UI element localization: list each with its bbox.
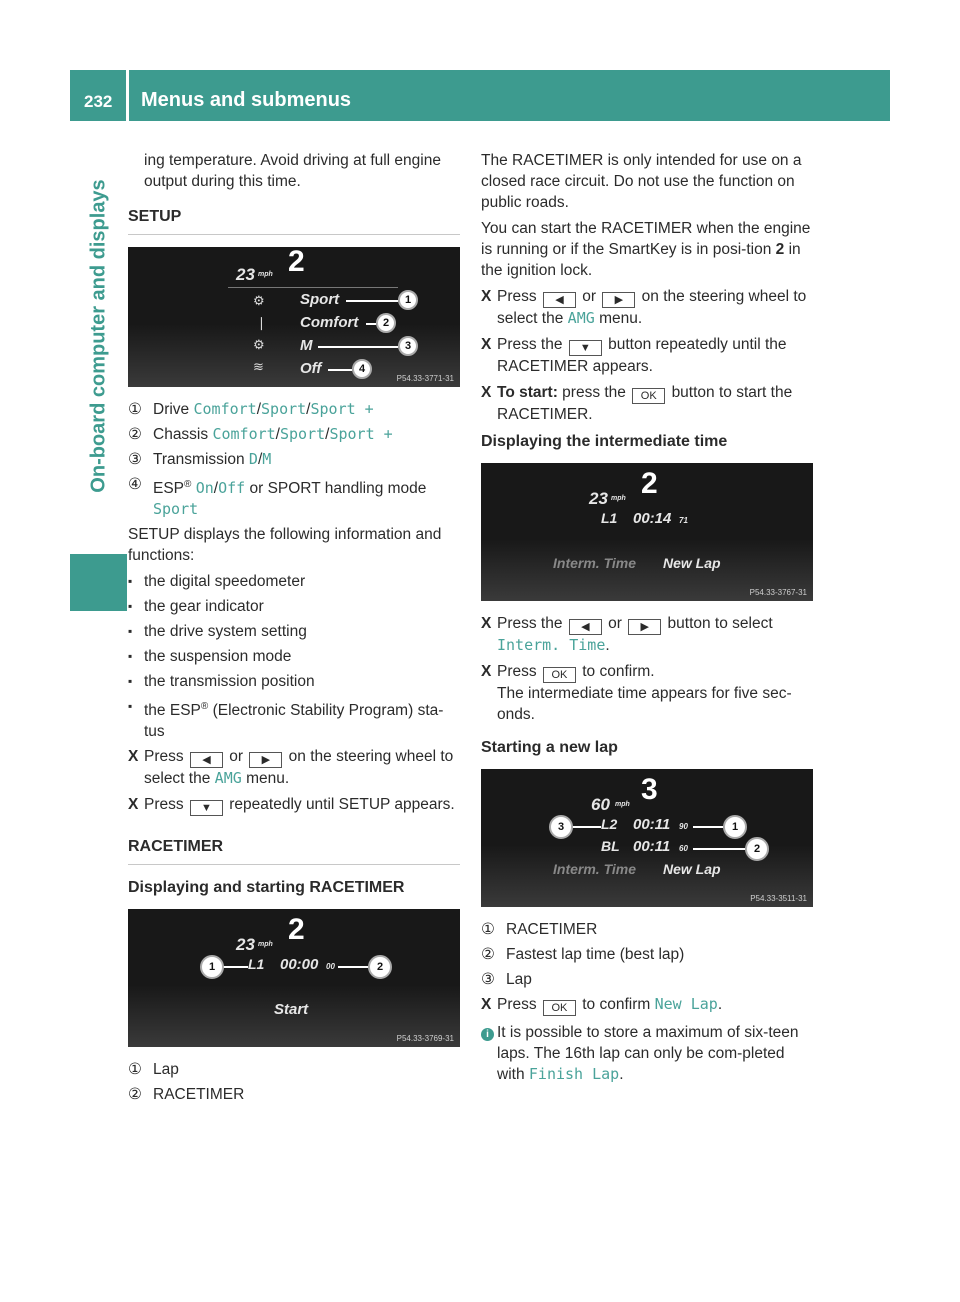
- sport-mode-icon: ⚙: [253, 293, 265, 308]
- action-step: [128, 794, 460, 816]
- nl-time-small: 90: [679, 822, 688, 831]
- option-d: D: [248, 450, 258, 468]
- slash: /: [256, 401, 262, 418]
- it-gear: 2: [641, 467, 658, 500]
- nl-unit: mph: [615, 801, 630, 808]
- item-label: Lap: [506, 971, 532, 988]
- action-step: [481, 286, 813, 329]
- action-text: [497, 382, 813, 425]
- chapter-label-box: [70, 121, 127, 551]
- racetimer-start-condition: [481, 218, 813, 281]
- item-label: Fastest lap time (best lap): [506, 946, 685, 963]
- legend-item: [481, 944, 813, 965]
- slash: /: [325, 426, 330, 443]
- bullet-icon: ▪: [128, 649, 133, 664]
- text: You can start the RACETIMER when the engine is running or if the SmartKey is in posi-tion: [481, 220, 811, 258]
- callout-line-2: [693, 848, 745, 850]
- action-arrow-icon: X: [128, 748, 139, 766]
- callout-1: 1: [398, 290, 418, 310]
- item-label: ESP: [153, 480, 185, 498]
- action-text: [144, 746, 460, 789]
- item-number: ②: [128, 1086, 142, 1104]
- item-text: [153, 474, 426, 520]
- bullet-item-esp: [128, 696, 460, 742]
- text: repeatedly until SETUP appears.: [229, 796, 455, 814]
- it-unit: mph: [611, 495, 626, 502]
- bullet-text: the gear indicator: [144, 598, 264, 616]
- text: button to select: [667, 615, 773, 632]
- action-arrow-icon: X: [481, 615, 492, 632]
- slash: /: [275, 426, 280, 443]
- setup-description: SETUP displays the following information and functions:: [128, 526, 442, 565]
- action-text: [497, 613, 773, 656]
- bullet-text: the transmission position: [144, 673, 315, 691]
- setup-divider-line: [228, 287, 398, 288]
- interm-time-option: Interm. Time: [497, 636, 606, 654]
- callout-line-2: [338, 966, 368, 968]
- intro-text: ing temperature. Avoid driving at full engine output during this time.: [144, 152, 441, 190]
- option-sport: Sport: [261, 400, 307, 418]
- page-header: [70, 70, 890, 121]
- callout-3: 3: [549, 815, 573, 839]
- item-text: [153, 449, 271, 470]
- legend-item: [481, 969, 813, 990]
- text: button repeatedly until the RACETIMER appears.: [497, 336, 787, 375]
- item-number: ②: [481, 946, 495, 963]
- racetimer-heading: RACETIMER: [128, 838, 460, 865]
- ignition-position: 2: [775, 241, 785, 258]
- displaying-starting-heading: Displaying and starting RACETIMER: [128, 879, 405, 897]
- image-code: P54.33-3771-31: [396, 374, 454, 383]
- info-note: [481, 1022, 813, 1085]
- item-number: ②: [128, 426, 142, 443]
- racetimer-warning: The RACETIMER is only intended for use on a closed race circuit. Do not use the function on public roads.: [481, 152, 802, 211]
- callout-1: 1: [200, 955, 224, 979]
- option-off: Off: [218, 479, 246, 498]
- finish-lap-option: Finish Lap: [528, 1065, 620, 1083]
- item-text: [153, 399, 374, 420]
- item-number: ④: [128, 476, 142, 493]
- callout-line-1: [346, 300, 398, 302]
- bullet-icon: ▪: [128, 574, 133, 589]
- legend-item: [481, 919, 813, 940]
- text: .: [619, 1066, 624, 1083]
- suspension-icon: ❘: [256, 315, 267, 330]
- nl-bl-time: 00:11: [633, 838, 671, 855]
- intermediate-time-screen: [481, 463, 813, 601]
- option-sport: Sport: [279, 425, 326, 443]
- setup-heading: SETUP: [128, 208, 460, 235]
- legend-item: [128, 1059, 460, 1080]
- callout-2: 2: [745, 837, 769, 861]
- action-arrow-icon: X: [481, 288, 492, 305]
- setup-unit: mph: [258, 271, 273, 278]
- setup-item-drive: [128, 399, 460, 420]
- setup-item-m: M: [300, 337, 313, 354]
- image-code: P54.33-3511-31: [750, 894, 807, 903]
- item-suffix: or SPORT handling mode: [249, 480, 427, 498]
- bullet-text: the digital speedometer: [144, 573, 306, 591]
- image-code: P54.33-3767-31: [749, 588, 807, 597]
- text: Press: [497, 663, 537, 680]
- bullet-item: [128, 621, 460, 642]
- text: in the ignition lock.: [481, 241, 801, 279]
- text: to confirm.: [582, 663, 655, 680]
- ok-key-icon: OK: [543, 1000, 576, 1016]
- action-text: [144, 794, 455, 816]
- item-number: ①: [128, 1061, 142, 1079]
- intermediate-time-heading: Displaying the intermediate time: [481, 433, 728, 450]
- esp-icon: ≋: [253, 359, 264, 374]
- action-arrow-icon: X: [481, 663, 492, 680]
- nl-time: 00:11: [633, 816, 671, 833]
- left-arrow-key-icon: ◀: [569, 619, 602, 635]
- setup-item-transmission: [128, 449, 460, 470]
- setup-screen: [128, 247, 460, 387]
- text: menu.: [246, 770, 290, 788]
- info-text: [497, 1022, 813, 1085]
- it-time-small: 71: [679, 516, 688, 525]
- amg-menu-label: AMG: [567, 309, 595, 327]
- page-title: Menus and submenus: [141, 89, 352, 111]
- option-sport-plus: Sport +: [310, 400, 374, 418]
- item-label: RACETIMER: [506, 921, 598, 938]
- new-lap-screen: [481, 769, 813, 907]
- text: to confirm: [582, 996, 651, 1013]
- text: Press the: [497, 336, 563, 353]
- setup-item-comfort: Comfort: [300, 314, 359, 331]
- callout-2: 2: [368, 955, 392, 979]
- ok-key-icon: OK: [632, 388, 665, 404]
- action-text: [497, 994, 722, 1016]
- text: Press: [144, 796, 184, 814]
- chapter-tab-marker: [70, 554, 127, 611]
- text: Press: [144, 748, 184, 766]
- callout-1: 1: [723, 815, 747, 839]
- text: menu.: [599, 310, 643, 327]
- right-arrow-key-icon: ▶: [602, 292, 635, 308]
- nl-gear: 3: [641, 773, 658, 806]
- callout-line-3: [318, 346, 398, 348]
- slash: /: [257, 451, 263, 468]
- legend-item: [128, 1084, 460, 1105]
- text: or: [582, 288, 597, 305]
- text: (Electronic Stability Program) sta-tus: [144, 702, 444, 741]
- callout-line-4: [328, 369, 352, 371]
- item-label: Drive: [153, 401, 190, 418]
- action-step: [481, 994, 813, 1016]
- to-start-label: To start:: [497, 384, 558, 401]
- setup-speed: 23: [236, 265, 255, 284]
- text: button to start the RACETIMER.: [497, 384, 793, 423]
- slash: /: [306, 401, 311, 418]
- callout-line-1: [222, 966, 248, 968]
- ok-key-icon: OK: [543, 667, 576, 683]
- text: the ESP: [144, 702, 201, 720]
- text: press the: [562, 384, 626, 401]
- item-label: Chassis: [153, 426, 209, 443]
- new-lap-option: New Lap: [654, 995, 718, 1013]
- text: on the steering wheel to select the: [497, 288, 807, 327]
- item-text: [153, 424, 393, 445]
- text: It is possible to store a maximum of six-teen laps. The 16th lap can only be com-pleted with: [497, 1024, 799, 1083]
- action-step: [481, 661, 813, 725]
- action-text: [497, 286, 813, 329]
- option-sport-plus: Sport +: [329, 425, 393, 443]
- callout-3: 3: [398, 336, 418, 356]
- option-sport-handling: Sport: [153, 500, 199, 519]
- setup-gear: 2: [288, 247, 305, 278]
- item-number: ①: [128, 401, 142, 418]
- right-column: [481, 150, 813, 1085]
- bullet-text: the drive system setting: [144, 623, 307, 641]
- item-number: ③: [481, 971, 495, 988]
- it-lap-label: L1: [601, 510, 618, 526]
- chapter-label: On-board computer and displays: [87, 179, 109, 493]
- nl-option-newlap: New Lap: [663, 861, 721, 877]
- header-divider: [126, 70, 129, 121]
- bullet-text: [144, 696, 460, 742]
- item-label: RACETIMER: [153, 1086, 245, 1104]
- left-arrow-key-icon: ◀: [543, 292, 576, 308]
- it-option-interm: Interm. Time: [553, 555, 636, 571]
- action-step: [481, 382, 813, 425]
- left-column: [128, 150, 460, 1109]
- callout-line-3: [573, 826, 601, 828]
- down-arrow-key-icon: ▼: [190, 800, 223, 816]
- amg-menu-label: AMG: [214, 769, 242, 788]
- transmission-icon: ⚙: [253, 337, 265, 352]
- item-label: Lap: [153, 1061, 179, 1079]
- action-step: [481, 613, 813, 656]
- it-option-newlap: New Lap: [663, 555, 721, 571]
- item-number: ③: [128, 451, 142, 468]
- bullet-icon: ▪: [128, 599, 133, 614]
- option-comfort: Comfort: [193, 400, 257, 418]
- action-arrow-icon: X: [128, 796, 139, 814]
- action-step: [481, 334, 813, 377]
- nl-option-interm: Interm. Time: [553, 861, 636, 877]
- callout-2: 2: [376, 313, 396, 333]
- action-arrow-icon: X: [481, 996, 492, 1013]
- setup-item-esp: [128, 474, 460, 520]
- action-arrow-icon: X: [481, 336, 492, 353]
- chapter-sidebar: [70, 121, 127, 1261]
- text: .: [605, 637, 610, 654]
- rt-time: 00:00: [280, 956, 319, 974]
- rt-start: Start: [274, 1001, 309, 1019]
- nl-bl-label: BL: [601, 838, 620, 854]
- slash: /: [213, 480, 219, 498]
- text: Press the: [497, 615, 563, 632]
- text: .: [717, 996, 723, 1013]
- image-code: P54.33-3769-31: [396, 1034, 454, 1044]
- new-lap-heading: Starting a new lap: [481, 739, 618, 756]
- text: Press: [497, 996, 537, 1013]
- left-arrow-key-icon: ◀: [190, 752, 223, 768]
- bullet-item: [128, 646, 460, 667]
- rt-time-small: 00: [326, 962, 335, 972]
- racetimer-start-screen: [128, 909, 460, 1047]
- right-arrow-key-icon: ▶: [249, 752, 282, 768]
- registered-mark: ®: [200, 701, 209, 713]
- bullet-icon: ▪: [128, 674, 133, 689]
- bullet-icon: ▪: [128, 624, 133, 639]
- nl-bl-small: 60: [679, 844, 688, 853]
- nl-speed: 60: [591, 795, 610, 814]
- it-time: 00:14: [633, 510, 672, 527]
- text: The intermediate time appears for five sec-onds.: [497, 685, 792, 723]
- rt-speed: 23: [236, 935, 255, 955]
- setup-item-sport: Sport: [300, 291, 340, 308]
- right-arrow-key-icon: ▶: [628, 619, 661, 635]
- action-step: [128, 746, 460, 789]
- text: Press: [497, 288, 537, 305]
- option-on: On: [195, 479, 214, 498]
- nl-lap-label: L2: [601, 816, 618, 832]
- callout-line-1: [693, 826, 723, 828]
- callout-line-2: [366, 323, 376, 325]
- info-glyph: i: [481, 1028, 494, 1041]
- down-arrow-key-icon: ▼: [569, 340, 602, 356]
- bullet-item: [128, 671, 460, 692]
- text: or: [608, 615, 622, 632]
- option-comfort: Comfort: [212, 425, 276, 443]
- it-speed: 23: [589, 489, 608, 508]
- text: or: [229, 748, 244, 766]
- bullet-icon: ▪: [128, 699, 133, 714]
- rt-lap-label: L1: [248, 956, 265, 973]
- item-number: ①: [481, 921, 495, 938]
- callout-4: 4: [352, 359, 372, 379]
- registered-mark: ®: [184, 479, 192, 490]
- action-arrow-icon: X: [481, 384, 492, 401]
- item-label: Transmission: [153, 451, 245, 468]
- text: on the steering wheel to select the: [144, 748, 454, 788]
- page-number: 232: [84, 92, 113, 111]
- rt-gear: 2: [288, 913, 305, 947]
- option-m: M: [262, 450, 272, 468]
- bullet-text: the suspension mode: [144, 648, 292, 666]
- info-icon: [481, 1022, 497, 1085]
- setup-item-chassis: [128, 424, 460, 445]
- action-text: [497, 334, 813, 377]
- bullet-item: [128, 596, 460, 617]
- action-text: [497, 661, 813, 725]
- setup-item-off: Off: [300, 360, 322, 377]
- bullet-item: [128, 571, 460, 592]
- rt-unit: mph: [258, 941, 273, 949]
